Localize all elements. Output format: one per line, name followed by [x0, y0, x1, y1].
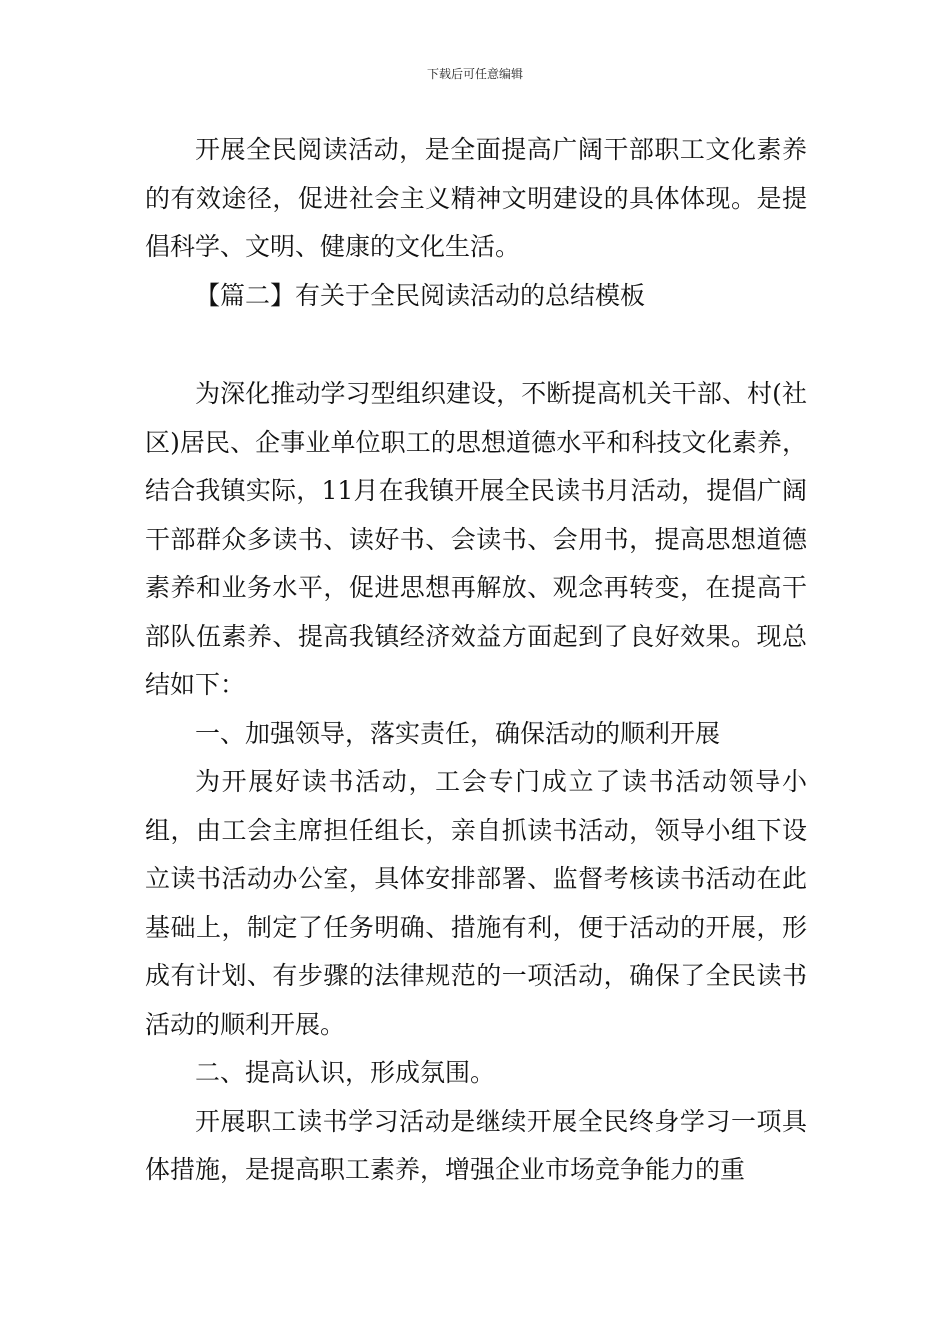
section-heading-2: 二、提高认识，形成氛围。: [195, 1058, 496, 1087]
section-heading-part-two: 【篇二】有关于全民阅读活动的总结模板: [195, 280, 646, 310]
paragraph-section-2: 开展职工读书学习活动是继续开展全民终身学习一项具体措施，是提高职工素养，增强企业市场竞争能力的重: [145, 1106, 807, 1184]
section-heading-1: 一、加强领导，落实责任，确保活动的顺利开展: [195, 718, 721, 748]
document-body: [145, 126, 807, 1195]
paragraph-section-1: 为开展好读书活动，工会专门成立了读书活动领导小组，由工会主席担任组长，亲自抓读书活动，领导小组下设立读书活动办公室，具体安排部署、监督考核读书活动在此基础上，制定了任务明确、措施有利，便于活动的开展，形成有计划、有步骤的法律规范的一项活动，确保了全民读书活动的顺利开展。: [145, 767, 807, 1039]
paragraph-summary-intro: 为深化推动学习型组织建设，不断提高机关干部、村(社区)居民、企事业单位职工的思想道德水平和科技文化素养，结合我镇实际，11月在我镇开展全民读书月活动，提倡广阔干部群众多读书、读好书、会读书、会用书，提高思想道德素养和业务水平，促进思想再解放、观念再转变，在提高干部队伍素养、提高我镇经济效益方面起到了良好效果。现总结如下：: [145, 379, 807, 699]
blank-line: [145, 320, 807, 370]
page-header-note: 下载后可任意编辑: [426, 67, 523, 81]
paragraph-intro: 开展全民阅读活动，是全面提高广阔干部职工文化素养的有效途径，促进社会主义精神文明建设的具体体现。是提倡科学、文明、健康的文化生活。: [145, 135, 807, 261]
